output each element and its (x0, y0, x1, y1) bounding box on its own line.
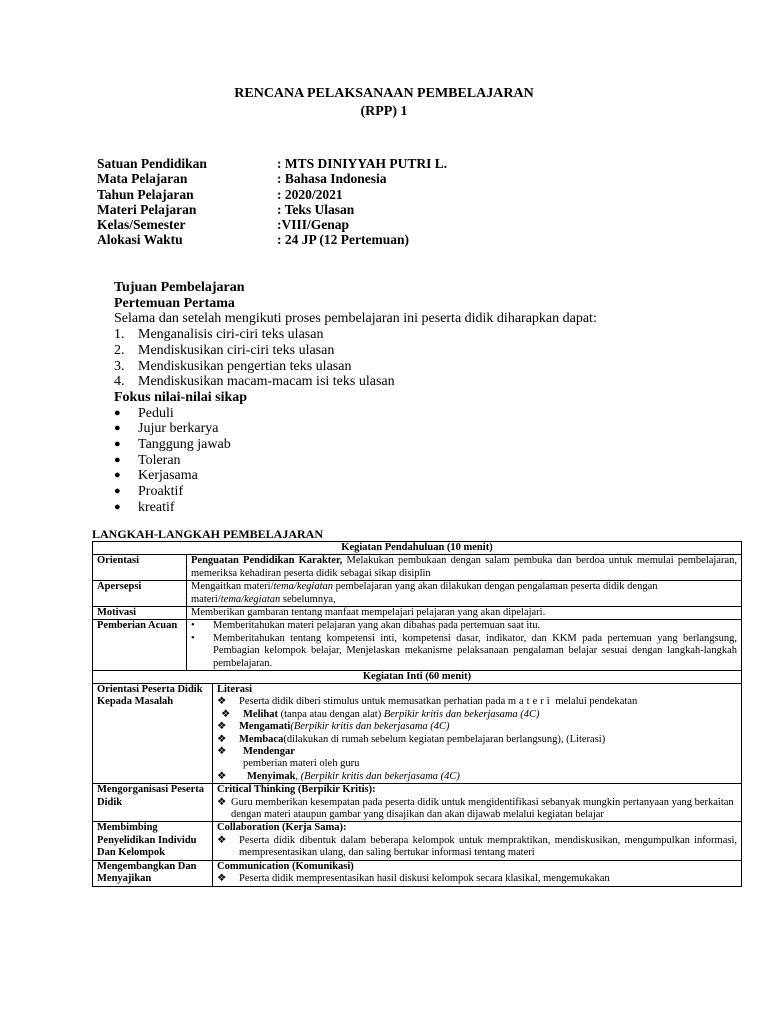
objectives-intro: Selama dan setelah mengikuti proses pembelajaran ini peserta didik diharapkan dapat: (114, 311, 597, 327)
row-content-motivasi: Memberikan gambaran tentang manfaat mempelajari pelajaran yang akan dipelajari. (187, 607, 742, 620)
values-heading: Fokus nilai-nilai sikap (114, 389, 248, 405)
list-item (114, 406, 597, 422)
list-text: Memberitahukan tentang kompetensi inti, kompetensi dasar, indikator, dan KKM pada pertemuan yang berlangsung, Pembagian kelompok belajar, Menjelaskan mekanisme pelaksanaan pengalaman belajar sesuai dengan langkah-langkah pembelajaran. (213, 632, 737, 669)
list-text: Toleran (138, 452, 181, 468)
row-heading: Critical Thinking (Berpikir Kritis): (217, 784, 376, 796)
list-item (217, 734, 737, 746)
identity-row (97, 187, 447, 202)
list-text: Guru memberikan kesempatan pada peserta didik untuk mengidentifikasi sebanyak mungkin pertanyaan yang berkaitan dengan materi ataupun gambar yang disajikan dan akan dijawab melalui kegiatan belajar (231, 796, 734, 821)
identity-label: Materi Pelajaran (97, 201, 197, 217)
identity-value: : MTS DINIYYAH PUTRI L. (277, 156, 448, 171)
identity-value: : Bahasa Indonesia (277, 171, 387, 187)
bullet-icon: • (191, 620, 195, 632)
identity-label: Alokasi Waktu (97, 232, 183, 248)
row-label-core1: Orientasi Peserta Didik Kepada Masalah (93, 684, 213, 784)
diamond-bullet-icon: ❖ (217, 770, 227, 782)
row-text: Berpikir kritis dan bekerjasama (4C) (383, 708, 540, 720)
row-content-core2 (213, 784, 742, 822)
diamond-bullet-icon: ❖ (221, 708, 231, 720)
list-item (217, 721, 737, 733)
objectives-list (114, 327, 597, 390)
list-text: Peserta didik dibentuk dalam beberapa kelompok untuk mempraktikan, mendiskusikan, mengumpulkan informasi, mempresentasikan ulang, dan saling bertukar informasi tentang materi (239, 834, 737, 859)
steps-title: LANGKAH-LANGKAH PEMBELAJARAN (92, 527, 324, 541)
list-item (217, 835, 737, 860)
bullet-icon: ● (114, 453, 121, 466)
diamond-bullet-icon: ❖ (217, 696, 227, 708)
document-title: RENCANA PELAKSANAAN PEMBELAJARAN (234, 86, 534, 101)
objectives-section (114, 280, 597, 516)
row-content-core1 (213, 684, 742, 784)
row-text: melalui pendekatan (552, 696, 638, 708)
diamond-bullet-icon: ❖ (217, 834, 227, 846)
identity-label: Mata Pelajaran (97, 171, 188, 187)
table-row (93, 860, 742, 886)
diamond-bullet-icon: ❖ (217, 733, 227, 745)
identity-row (97, 232, 447, 247)
row-label-core2: Mengorganisasi Peserta Didik (93, 784, 213, 822)
row-text: Melakukan pembukaan dengan salam pembuka dan berdoa untuk memulai pembelajaran, memeriksa kehadiran peserta didik sebagai sikap disiplin (191, 555, 738, 579)
diamond-bullet-icon: ❖ (217, 873, 227, 885)
list-text: Memberitahukan materi pelajaran yang akan dibahas pada pertemuan saat itu. (213, 620, 541, 632)
list-text: Mendiskusikan ciri-ciri teks ulasan (138, 342, 335, 358)
table-row (93, 784, 742, 822)
objectives-heading: Tujuan Pembelajaran (114, 280, 245, 295)
list-item (114, 500, 597, 516)
row-text: pembelajaran yang akan dilakukan dengan pengalaman peserta didik dengan materi/ (191, 581, 658, 605)
row-text: pemberian materi oleh guru (243, 758, 360, 770)
list-number: 2. (114, 342, 125, 358)
bullet-icon: • (191, 632, 195, 644)
identity-label: Tahun Pelajaran (97, 186, 194, 202)
bullet-icon: ● (114, 469, 121, 482)
list-item (114, 359, 597, 375)
list-text: Mendiskusikan pengertian teks ulasan (138, 358, 352, 374)
list-text (239, 734, 605, 746)
identity-value: : 2020/2021 (277, 186, 343, 202)
table-row (93, 620, 742, 671)
table-row (93, 822, 742, 860)
list-item (114, 327, 597, 343)
row-content-acuan (187, 620, 742, 671)
list-item (217, 696, 737, 708)
list-number: 3. (114, 358, 125, 374)
row-content-apersepsi (187, 581, 742, 607)
section-header-intro: Kegiatan Pendahuluan (10 menit) (93, 542, 742, 555)
bullet-icon: ● (114, 500, 121, 513)
list-text: Peserta didik mempresentasikan hasil diskusi kelompok secara klasikal, mengemukakan (239, 873, 610, 885)
row-label-core4: Mengembangkan Dan Menyajikan (93, 860, 213, 886)
list-item (114, 484, 597, 500)
core-table (92, 683, 742, 887)
row-text: Peserta didik diberi stimulus untuk memusatkan perhatian pada (239, 696, 508, 708)
identity-row (97, 217, 447, 232)
diamond-bullet-icon: ❖ (217, 796, 227, 808)
row-label-core3: Membimbing Penyelidikan Individu Dan Kelompok (93, 822, 213, 860)
list-item (217, 709, 737, 721)
list-text (239, 771, 460, 783)
table-row (93, 581, 742, 607)
row-content-core3 (213, 822, 742, 860)
objectives-subheading: Pertemuan Pertama (114, 295, 235, 311)
row-heading: Literasi (217, 684, 252, 695)
list-item (114, 374, 597, 390)
list-text: Jujur berkarya (138, 421, 219, 437)
identity-value: :VIII/Genap (277, 217, 350, 233)
identity-block (97, 156, 447, 248)
list-text: Peduli (138, 405, 174, 421)
row-text: (tanpa atau dengan alat) (278, 708, 384, 720)
row-heading: Collaboration (Kerja Sama): (217, 822, 347, 834)
identity-value: : 24 JP (12 Pertemuan) (277, 232, 409, 248)
row-label-acuan: Pemberian Acuan (93, 620, 187, 671)
list-number: 4. (114, 374, 125, 390)
row-text: , (Berpikir kritis dan bekerjasama (4C) (295, 770, 460, 782)
list-item (217, 746, 737, 758)
list-item (191, 620, 737, 632)
identity-label: Kelas/Semester (97, 217, 186, 233)
list-item (217, 873, 737, 885)
row-text: Mengamati (239, 721, 291, 733)
diamond-bullet-icon: ❖ (217, 721, 227, 733)
list-item (217, 771, 737, 783)
identity-row (97, 171, 447, 186)
list-text: Mendiskusikan macam-macam isi teks ulasan (138, 374, 395, 390)
list-item (114, 453, 597, 469)
steps-table (92, 541, 742, 684)
list-item (114, 421, 597, 437)
list-item (114, 343, 597, 359)
list-text: Proaktif (138, 484, 184, 500)
list-text (239, 696, 637, 708)
list-text: Tanggung jawab (138, 437, 231, 453)
bullet-icon: ● (114, 438, 121, 451)
list-text (239, 721, 450, 733)
row-text: tema/kegiatan (220, 593, 281, 605)
identity-label: Satuan Pendidikan (97, 156, 207, 171)
list-text: Mendengar (243, 746, 295, 758)
row-text: (Berpikir kritis dan bekerjasama (4C) (290, 721, 450, 733)
table-row (93, 684, 742, 784)
identity-value: : Teks Ulasan (277, 201, 355, 217)
list-number: 1. (114, 327, 125, 343)
table-row (93, 671, 742, 684)
bullet-icon: ● (114, 422, 121, 435)
identity-row (97, 202, 447, 217)
diamond-bullet-icon: ❖ (217, 746, 227, 758)
row-label-motivasi: Motivasi (93, 607, 187, 620)
table-row (93, 555, 742, 581)
table-row (93, 542, 742, 555)
row-text: Melihat (243, 708, 278, 720)
row-text: Menyimak (247, 770, 296, 782)
row-text: Membaca (239, 733, 284, 745)
row-text: Mengaitkan materi/ (191, 581, 274, 593)
row-text: (dilakukan di rumah sebelum kegiatan pembelajaran berlangsung), (Literasi) (283, 733, 606, 745)
row-label-orientasi: Orientasi (93, 555, 187, 581)
list-text: Menganalisis ciri-ciri teks ulasan (138, 327, 324, 343)
row-text: sebelumnya, (280, 593, 336, 605)
row-heading: Communication (Komunikasi) (217, 860, 354, 872)
list-text: Kerjasama (138, 468, 198, 484)
row-content-orientasi (187, 555, 742, 581)
bullet-icon: ● (114, 485, 121, 498)
list-item (191, 633, 737, 670)
table-row (93, 607, 742, 620)
bold-lead: Penguatan Pendidikan Karakter, (191, 555, 343, 567)
document-subtitle: (RPP) 1 (360, 104, 408, 119)
list-text (243, 709, 540, 721)
row-label-apersepsi: Apersepsi (93, 581, 187, 607)
row-text: tema/kegiatan (273, 581, 333, 593)
bullet-icon: ● (114, 406, 121, 419)
identity-row (97, 156, 447, 171)
list-item (114, 437, 597, 453)
list-text: kreatif (138, 499, 175, 515)
section-header-core: Kegiatan Inti (60 menit) (93, 671, 742, 684)
list-item (217, 797, 737, 822)
list-item (114, 468, 597, 484)
row-content-core4 (213, 860, 742, 886)
row-text: materi (507, 696, 553, 708)
values-list (114, 406, 597, 516)
